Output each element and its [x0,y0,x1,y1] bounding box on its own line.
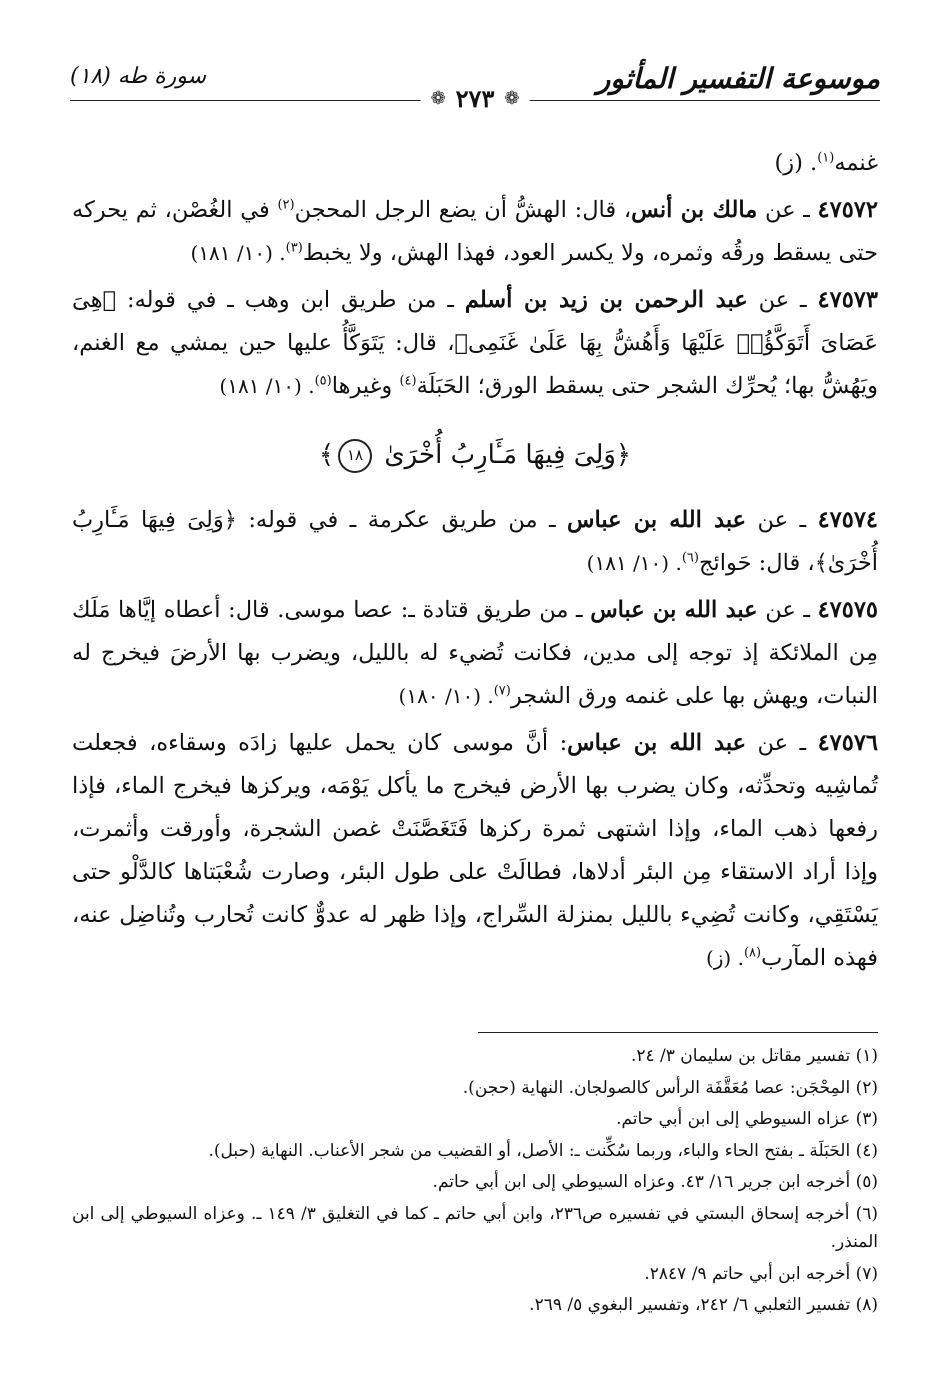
footnote: (٦) أخرجه إسحاق البستي في تفسيره ص٢٣٦، وابن أبي حاتم ـ كما في التغليق ٣/ ١٤٩ ـ. وعزاه السيوطي إلى ابن المنذر. [72,1203,878,1252]
footnote-divider [478,1032,878,1033]
footnote-ref[interactable]: (٤) [399,373,417,389]
text: ، قال: الهشُّ أن يضع الرجل المحجن [294,197,632,223]
narrator-name: مالك بن أنس [631,197,758,223]
narration-47575 [72,589,878,718]
verse-heading [72,434,878,477]
ornament-icon: ❁ [430,88,446,109]
footnote: (٤) الحَبَلَة ـ بفتح الحاء والباء، وربما سُكِّنت ـ: الأصل، أو القضيب من شجر الأعناب. النهاية (حبل). [208,1140,878,1161]
text: في الغُصْن، ثم يحركه حتى يسقط ورقُه وثمره، ولا يكسر العود، فهذا الهش، ولا يخبط [72,197,878,266]
page-number-box [421,84,530,113]
surah-label: سورة طه (١٨) [70,64,207,89]
text: ـ عن [746,507,818,533]
main-text [72,142,878,984]
volume-reference: . (١٠/ ١٨١) [219,374,315,398]
footnote-ref[interactable]: (٧) [493,683,511,699]
footnote-ref[interactable]: (٦) [681,550,699,566]
text: ـ من طريق ابن وهب ـ في قوله: ﴿هِىَ عَصَاىَ أَتَوَكَّؤُا۟ عَلَيْهَا وَأَهُشُّ بِهَا عَلَىٰ غَنَمِى﴾، قال: يَتَوَكَّأُ عليها حين يمشي مع الغنم، ويَهُشُّ بها؛ يُحرِّك الشجر حتى يسقط الورق؛ الحَبَلَة [72,287,878,399]
footnote: (٥) أخرجه ابن جرير ١٦/ ٤٣. وعزاه السيوطي إلى ابن أبي حاتم. [432,1172,878,1192]
volume-reference: . (١٠/ ١٨١) [190,241,286,265]
text: : أنَّ موسى كان يحمل عليها زادَه وسقاءه، فجعلت تُماشِيه وتحدِّثه، وكان يضرب بها الأرض فيخرج ما يأكل يَوْمَه، ويركزها فيخرج الماء، فإذا رفعها ذهب الماء، وإذا اشتهى ثمرة ركزها فَتَغَصَّنَتْ غصن الشجرة، وأورقت وأثمرت، وإذا أراد الاستقاء مِن البئر أدلاها، فطالَتْ على طول البئر، وصارت شُعْبَتاها كالدَّلْو حتى يَسْتَقِي، وكانت تُضِيء بالليل بمنزلة السِّراج، وإذا ظهر له عدوٌّ كانت تُحارب وتُناضِل عنه، فهذه المآرب [72,730,878,971]
page-number: ٢٧٣ [455,84,495,113]
narration-47573 [72,279,878,408]
narration-47574 [72,499,878,585]
volume-reference: . (ز) [705,946,744,970]
verse-text: ﴿وَلِىَ فِيهَا مَـَٔارِبُ أُخْرَىٰ [384,440,632,470]
footnote: (٧) أخرجه ابن أبي حاتم ٩/ ٢٨٤٧. [644,1263,878,1284]
narration-number: ٤٧٥٧٦ [817,730,878,756]
ayah-number-icon: ١٨ [338,439,372,473]
text: ـ عن [746,730,818,756]
narration-47576 [72,722,878,980]
footnote: (٢) المِحْجَن: عصا مُعَقَّفَة الرأس كالصولجان. النهاية (حجن). [462,1077,878,1098]
narration-number: ٤٧٥٧٢ [817,197,878,223]
text: غنمه [834,150,878,176]
volume-reference: . (١٠/ ١٨٠) [398,684,494,708]
footnotes [72,1042,878,1323]
verse-bracket: ﴾ [318,440,335,470]
narration-number: ٤٧٥٧٤ [817,507,879,533]
narrator-name: عبد الله بن عباس [567,507,747,533]
text: ـ عن [757,597,818,623]
running-header [70,58,880,116]
ornament-icon: ❁ [504,88,520,109]
paragraph-continuation [72,142,878,185]
narrator-name: عبد الله بن عباس [590,597,758,623]
narration-number: ٤٧٥٧٣ [817,287,878,313]
text: ـ من طريق قتادة ـ: عصا موسى. قال: أعطاه إيَّاها مَلَك مِن الملائكة إذ توجه إلى مدين، فكانت تُضيء له بالليل، ويضرب بها الأرضَ فيخرج له النبات، ويهش بها على غنمه ورق الشجر [72,597,878,709]
text: ـ عن [757,197,818,223]
footnote-ref[interactable]: (٢) [277,197,295,213]
footnote: (٣) عزاه السيوطي إلى ابن أبي حاتم. [616,1109,878,1129]
footnote-ref[interactable]: (٣) [285,240,303,256]
narration-number: ٤٧٥٧٥ [817,597,878,623]
text: ـ من طريق عكرمة ـ في قوله: ﴿وَلِىَ فِيهَا مَـَٔارِبُ أُخْرَىٰ﴾، قال: حَوائج [72,507,878,576]
footnote-ref[interactable]: (٨) [743,945,762,961]
text: وغيرها [331,373,400,399]
narration-47572 [72,189,878,275]
narrator-name: عبد الرحمن بن زيد بن أسلم [464,287,748,313]
footnote: (٨) تفسير الثعلبي ٦/ ٢٤٢، وتفسير البغوي ٥/ ٢٦٩. [529,1295,878,1315]
text: . (ز) [774,150,818,176]
volume-reference: . (١٠/ ١٨١) [586,551,682,575]
footnote-ref[interactable]: (٥) [314,373,332,389]
text: ـ عن [747,287,818,313]
narrator-name: عبد الله بن عباس [567,730,747,756]
footnote: (١) تفسير مقاتل بن سليمان ٣/ ٢٤. [630,1046,878,1066]
footnote-ref[interactable]: (١) [817,150,835,166]
book-title: موسوعة التفسير المأثور [596,62,880,95]
